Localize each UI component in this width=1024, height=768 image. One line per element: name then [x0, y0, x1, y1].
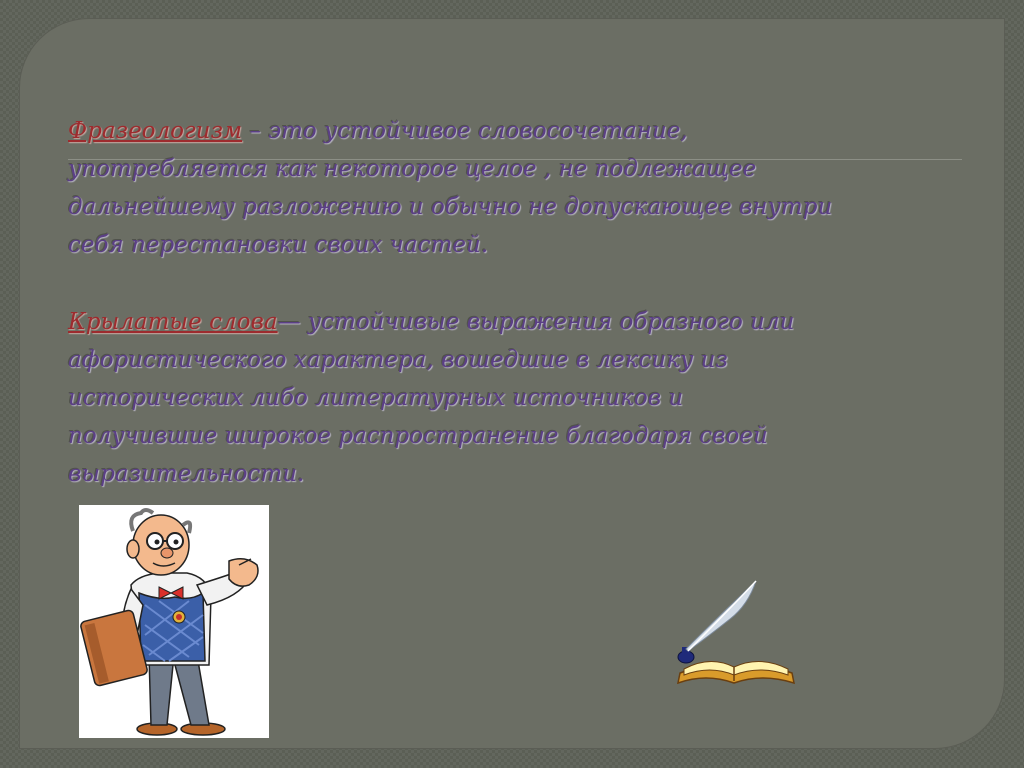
professor-clipart — [79, 505, 269, 738]
separator: – — [242, 118, 269, 144]
definition-line: употребляется как некоторое целое , не подлежащее — [68, 156, 757, 182]
definition-line: афористического характера, вошедшие в лексику из — [68, 347, 728, 373]
professor-illustration — [79, 505, 269, 738]
definition-phraseologism — [68, 112, 968, 264]
definition-line: дальнейшему разложению и обычно не допускающее внутри — [68, 194, 833, 220]
definition-line: исторических либо литературных источников и — [68, 385, 684, 411]
separator: — — [277, 309, 308, 335]
definition-line: выразительности. — [68, 461, 305, 487]
term-winged-words: Крылатые слова — [68, 309, 278, 335]
definition-line: это устойчивое словосочетание, — [268, 118, 688, 144]
quill-book-illustration — [670, 575, 800, 690]
quill-and-book-icon — [670, 575, 800, 690]
definition-line: себя перестановки своих частей. — [68, 232, 489, 258]
definition-line: получившие широкое распространение благодаря своей — [68, 423, 768, 449]
term-phraseologism: Фразеологизм — [68, 118, 243, 144]
definition-line: устойчивые выражения образного или — [307, 309, 795, 335]
definition-winged-words — [68, 303, 968, 493]
